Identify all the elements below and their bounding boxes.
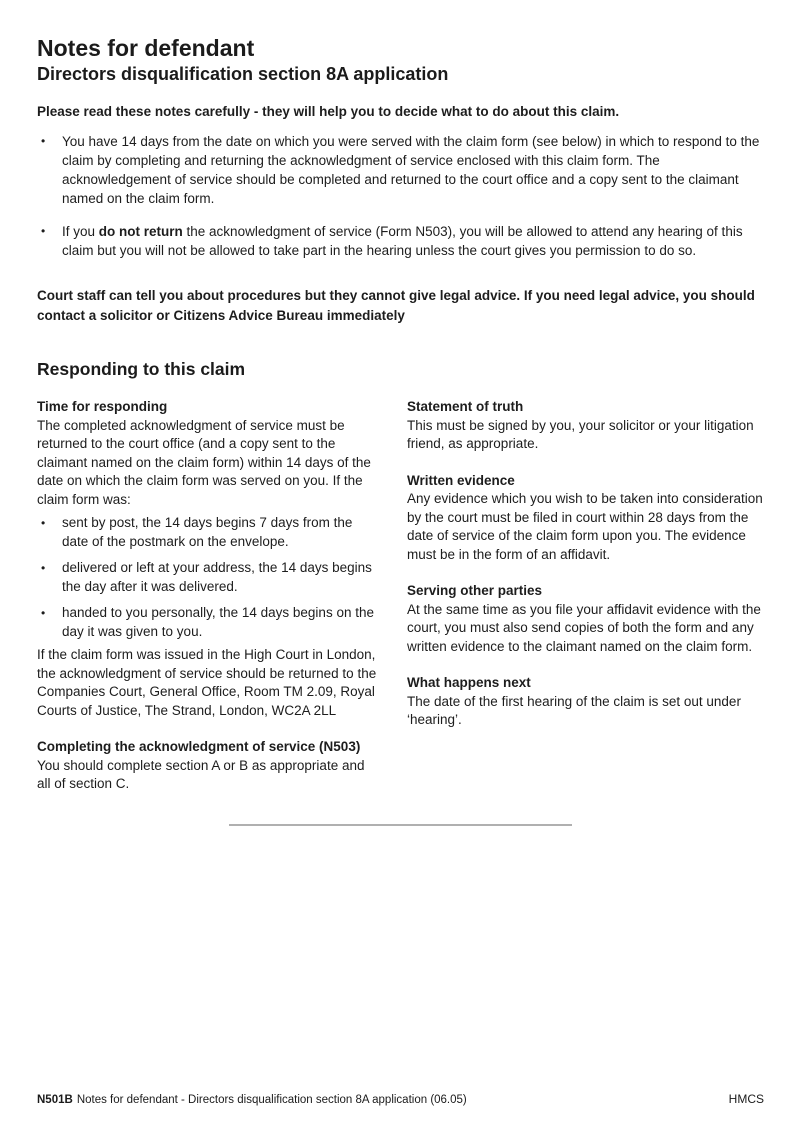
bullet-text-segment: You have 14 days from the date on which you were served with the claim form (see below) in which to respond to the claim by completing and returning the acknowledgment of service enclosed with this claim form. The acknowledgement of service should be completed and returned to the court office and a copy sent to the claimant named on the claim form. [62, 134, 760, 206]
footer-form-reference [37, 1093, 467, 1107]
bullet-text-segment: the acknowledgment of service (Form N503), you will be allowed to attend any hearing of this claim but you will not be allowed to take part in the hearing unless the court gives you permission to do so. [62, 224, 743, 258]
page-title: Notes for defendant [37, 35, 255, 61]
subsection-heading: Time for responding [37, 399, 168, 414]
bullet-marker: • [41, 224, 46, 238]
bullet-marker: • [41, 561, 46, 575]
intro-lead: Please read these notes carefully - they will help you to decide what to do about this claim. [37, 104, 620, 119]
subsection-written-evidence [407, 472, 773, 565]
form-description: Notes for defendant - Directors disqualification section 8A application (06.05) [76, 1094, 467, 1106]
section-heading: Responding to this claim [37, 359, 246, 379]
list-item [37, 514, 378, 551]
bullet-text [62, 222, 765, 260]
bullet-text: handed to you personally, the 14 days begins on the day it was given to you. [62, 605, 374, 639]
bullet-text: sent by post, the 14 days begins 7 days from the date of the postmark on the envelope. [62, 515, 353, 549]
subsection-heading: Serving other parties [407, 583, 543, 598]
bullet-marker: • [41, 516, 46, 530]
bullet-text-segment: If you [62, 224, 99, 239]
page-footer [37, 1092, 764, 1107]
right-column [407, 398, 773, 794]
subsection-body: At the same time as you file your affidavit evidence with the court, you must also send copies of both the form and any written evidence to the claimant named on the claim form. [407, 601, 761, 654]
list-item [37, 604, 378, 641]
list-item [37, 222, 765, 260]
two-column-section [37, 398, 765, 794]
high-court-note: If the claim form was issued in the High Court in London, the acknowledgment of service should be returned to the Companies Court, General Office, Room TM 2.09, Royal Courts of Justice, The Strand, London, WC2A 2LL [37, 647, 377, 718]
subsection-body: The date of the first hearing of the claim is set out under ‘hearing’. [407, 693, 741, 727]
subsection-time-for-responding [37, 398, 378, 720]
intro-bullet-list [37, 132, 765, 260]
footer-org-label: HMCS [728, 1092, 764, 1106]
legal-advice-note: Court staff can tell you about procedures but they cannot give legal advice. If you need legal advice, you should contact a solicitor or Citizens Advice Bureau immediately [37, 288, 755, 323]
subsection-what-happens-next [407, 674, 773, 730]
subsection-serving-other-parties [407, 582, 773, 656]
bullet-text [62, 132, 765, 208]
list-item [37, 132, 765, 208]
subsection-body: The completed acknowledgment of service must be returned to the court office (and a copy sent to the claimant named on the claim form) within 14 days of the date on which the claim form was served on you. If the claim form was: [37, 417, 371, 507]
subsection-statement-of-truth [407, 398, 773, 454]
page-subtitle: Directors disqualification section 8A application [37, 64, 449, 84]
bullet-marker: • [41, 606, 46, 620]
subsection-body: Any evidence which you wish to be taken into consideration by the court must be filed in court within 28 days from the date of service of the claim form upon you. The evidence must be in the form of an affidavit. [407, 491, 763, 562]
subsection-body: You should complete section A or B as appropriate and all of section C. [37, 757, 365, 791]
time-bullet-list [37, 514, 378, 641]
subsection-heading: What happens next [407, 675, 531, 690]
form-code: N501B [37, 1094, 73, 1106]
left-column [37, 398, 378, 794]
bullet-marker: • [41, 134, 46, 148]
divider [229, 824, 572, 826]
subsection-heading: Completing the acknowledgment of service (N503) [37, 739, 361, 754]
subsection-body: This must be signed by you, your solicitor or your litigation friend, as appropriate. [407, 417, 754, 451]
subsection-completing-acknowledgment [37, 738, 378, 794]
bullet-text-bold-segment: do not return [98, 224, 183, 239]
list-item [37, 559, 378, 596]
subsection-heading: Written evidence [407, 472, 515, 488]
bullet-text: delivered or left at your address, the 14 days begins the day after it was delivered. [62, 560, 372, 594]
subsection-heading: Statement of truth [407, 399, 524, 414]
